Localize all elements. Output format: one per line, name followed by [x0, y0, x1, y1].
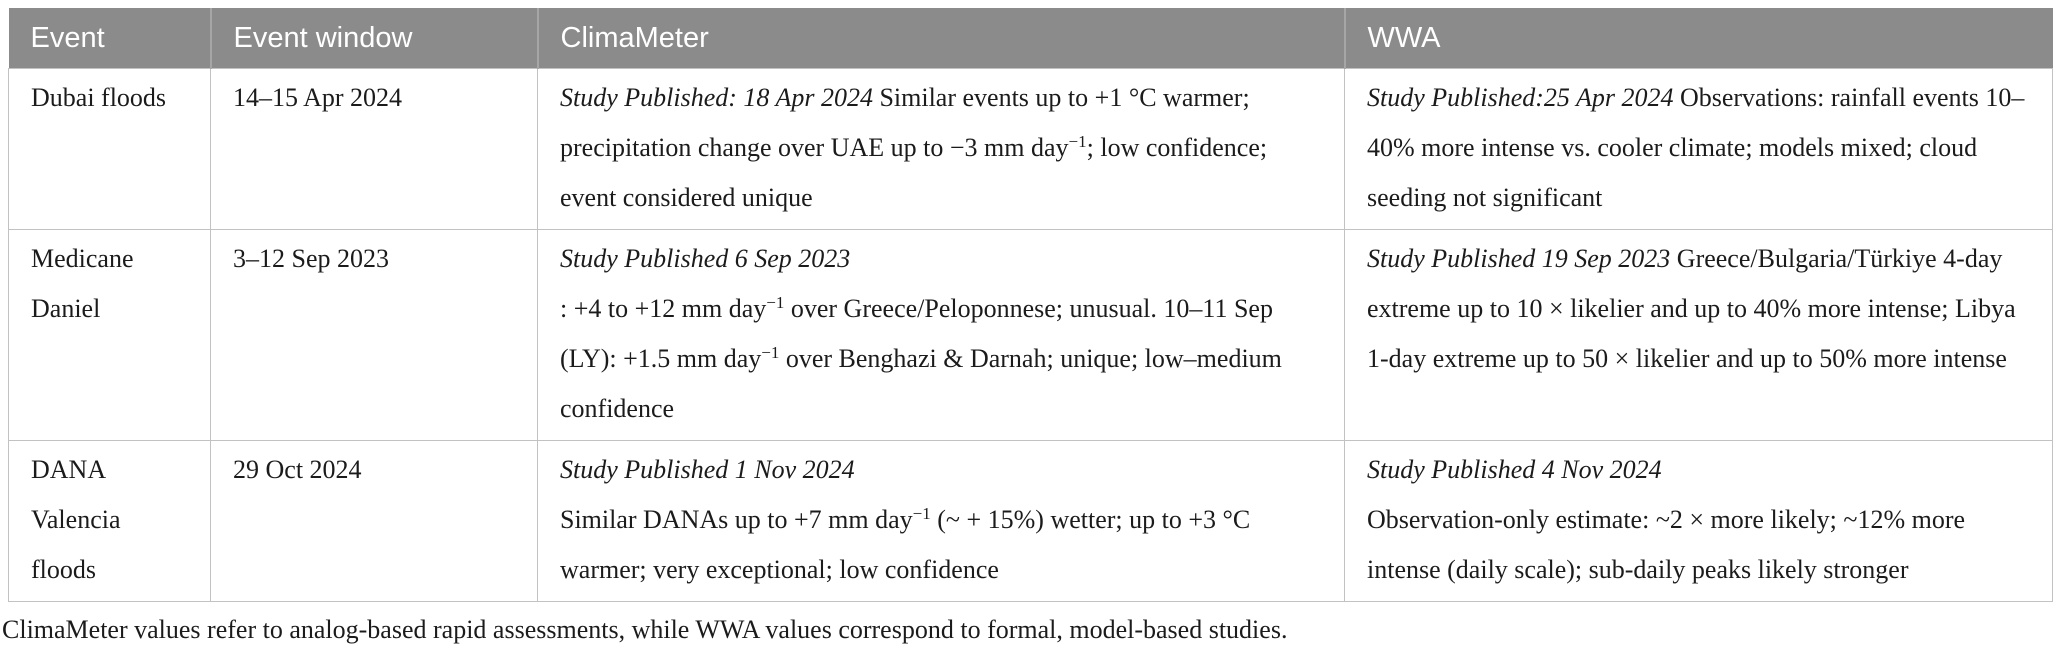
cell-climameter: Study Published: 18 Apr 2024 Similar events up to +1 °C warmer; precipitation change over UAE up to −3 mm day$^{-1}$; low confidence; event considered unique	[538, 69, 1345, 230]
column-header-climameter: ClimaMeter	[538, 8, 1345, 69]
header-row	[9, 8, 2053, 69]
cell-wwa: Study Published 4 Nov 2024 Observation-only estimate: ~2 × more likely; ~12% more intense (daily scale); sub-daily peaks likely stronger	[1345, 441, 2053, 602]
column-header-event: Event	[9, 8, 211, 69]
cell-climameter: Study Published 1 Nov 2024 Similar DANAs up to +7 mm day$^{-1}$ (~ + 15%) wetter; up to +3 °C warmer; very exceptional; low confidence	[538, 441, 1345, 602]
table-row-dubai-floods	[9, 69, 2053, 230]
column-header-event-window: Event window	[211, 8, 538, 69]
cell-climameter: Study Published 6 Sep 2023 : +4 to +12 mm day$^{-1}$ over Greece/Peloponnese; unusual. 10–11 Sep (LY): +1.5 mm day$^{-1}$ over Benghazi & Darnah; unique; low–medium confidence	[538, 230, 1345, 441]
attribution-comparison-table	[8, 8, 2053, 602]
cell-event-window: 3–12 Sep 2023	[211, 230, 538, 441]
table-row-dana-valencia-floods	[9, 441, 2053, 602]
cell-event: Medicane Daniel	[9, 230, 211, 441]
column-header-wwa: WWA	[1345, 8, 2053, 69]
cell-event: Dubai floods	[9, 69, 211, 230]
cell-wwa: Study Published 19 Sep 2023 Greece/Bulgaria/Türkiye 4-day extreme up to 10 × likelier and up to 40% more intense; Libya 1-day extreme up to 50 × likelier and up to 50% more intense	[1345, 230, 2053, 441]
cell-event: DANA Valencia floods	[9, 441, 211, 602]
cell-event-window: 14–15 Apr 2024	[211, 69, 538, 230]
cell-event-window: 29 Oct 2024	[211, 441, 538, 602]
table-footnote: ClimaMeter values refer to analog-based rapid assessments, while WWA values correspond to formal, model-based studies.	[2, 615, 1288, 644]
table-row-medicane-daniel	[9, 230, 2053, 441]
cell-wwa: Study Published:25 Apr 2024 Observations: rainfall events 10–40% more intense vs. cooler climate; models mixed; cloud seeding not significant	[1345, 69, 2053, 230]
